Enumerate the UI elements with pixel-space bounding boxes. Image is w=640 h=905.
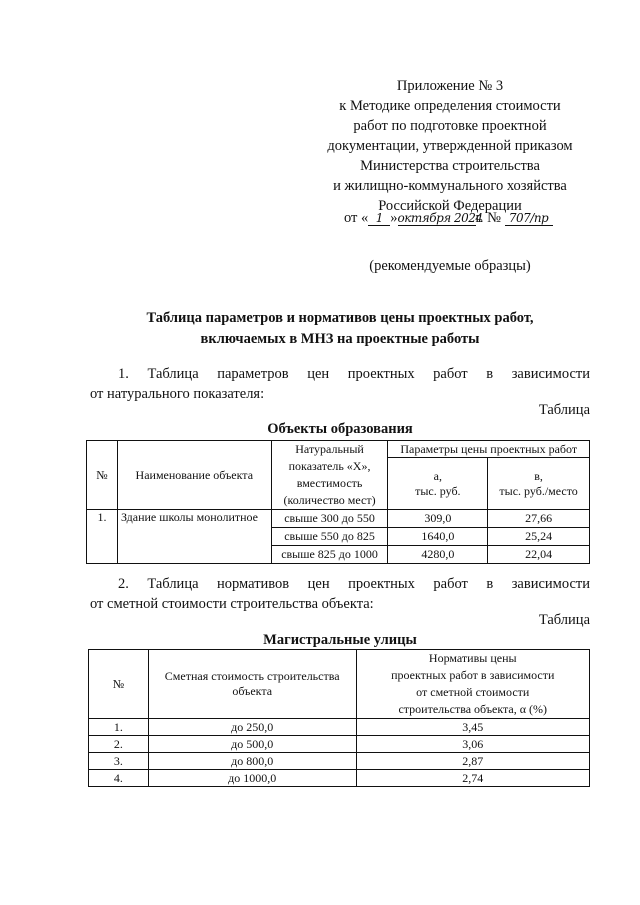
appendix-header bbox=[300, 76, 600, 216]
order-date-line bbox=[344, 210, 594, 227]
value-cell: 3,45 bbox=[356, 719, 590, 736]
a-cell: 1640,0 bbox=[388, 528, 488, 546]
order-number: 707/пр bbox=[505, 211, 553, 226]
section2-intro bbox=[90, 574, 590, 614]
title-line-2: включаемых в МНЗ на проектные работы bbox=[200, 331, 480, 347]
date-mid: » bbox=[390, 210, 398, 226]
date-month-year: октября 2024 bbox=[397, 211, 483, 225]
value-cell: 2,74 bbox=[356, 770, 590, 787]
section1-intro bbox=[90, 364, 590, 404]
recommended-samples: (рекомендуемые образцы) bbox=[369, 258, 531, 274]
section1-intro-line2: от натурального показателя: bbox=[90, 386, 265, 402]
education-table bbox=[86, 440, 590, 564]
header-num: № bbox=[87, 441, 118, 510]
title-line-1: Таблица параметров и нормативов цены проектных работ, bbox=[146, 310, 534, 326]
cost-cell: до 250,0 bbox=[148, 719, 356, 736]
header-b: в, тыс. руб./место bbox=[488, 458, 590, 510]
appendix-line: работ по подготовке проектной bbox=[353, 118, 547, 134]
row-num: 1. bbox=[87, 510, 118, 564]
range-cell: свыше 825 до 1000 bbox=[271, 546, 388, 564]
header-cost: Сметная стоимость строительства объекта bbox=[148, 650, 356, 719]
section2-intro-line1: 2. Таблица нормативов цен проектных работ в зависимости bbox=[118, 576, 590, 592]
header-indicator: Натуральный показатель «Х», вместимость (количество мест) bbox=[271, 441, 388, 510]
table-row bbox=[89, 736, 590, 753]
range-cell: свыше 550 до 825 bbox=[271, 528, 388, 546]
num-cell: 3. bbox=[89, 753, 149, 770]
appendix-line: Министерства строительства bbox=[360, 158, 540, 174]
range-cell: свыше 300 до 550 bbox=[271, 510, 388, 528]
b-cell: 25,24 bbox=[488, 528, 590, 546]
b-cell: 27,66 bbox=[488, 510, 590, 528]
page-title bbox=[60, 308, 620, 350]
table2-label: Таблица bbox=[538, 612, 590, 628]
header-params: Параметры цены проектных работ bbox=[388, 441, 590, 458]
appendix-line: Приложение № 3 bbox=[396, 78, 504, 94]
row-object-name: Здание школы монолитное bbox=[117, 510, 271, 564]
appendix-line: документации, утвержденной приказом bbox=[327, 138, 573, 154]
num-cell: 2. bbox=[89, 736, 149, 753]
num-cell: 4. bbox=[89, 770, 149, 787]
date-day: 1 bbox=[368, 211, 390, 226]
header-norm: Нормативы цены проектных работ в зависимости от сметной стоимости строительства объекта, α (%) bbox=[356, 650, 590, 719]
cost-cell: до 1000,0 bbox=[148, 770, 356, 787]
table-row bbox=[89, 770, 590, 787]
table-row bbox=[89, 719, 590, 736]
streets-table bbox=[88, 649, 590, 787]
table1-title: Объекты образования bbox=[267, 421, 413, 437]
value-cell: 3,06 bbox=[356, 736, 590, 753]
appendix-line: и жилищно-коммунального хозяйства bbox=[333, 178, 567, 194]
table-row bbox=[87, 510, 590, 528]
table-row bbox=[89, 753, 590, 770]
section2-intro-line2: от сметной стоимости строительства объекта: bbox=[90, 596, 374, 612]
value-cell: 2,87 bbox=[356, 753, 590, 770]
table2-title: Магистральные улицы bbox=[263, 632, 417, 648]
table1-label: Таблица bbox=[538, 402, 590, 418]
header-a: а, тыс. руб. bbox=[388, 458, 488, 510]
date-prefix: от « bbox=[344, 210, 369, 226]
header-num: № bbox=[89, 650, 149, 719]
a-cell: 309,0 bbox=[388, 510, 488, 528]
b-cell: 22,04 bbox=[488, 546, 590, 564]
appendix-line: Российской Федерации bbox=[378, 198, 522, 214]
date-suffix: г. № bbox=[475, 210, 501, 226]
cost-cell: до 800,0 bbox=[148, 753, 356, 770]
cost-cell: до 500,0 bbox=[148, 736, 356, 753]
a-cell: 4280,0 bbox=[388, 546, 488, 564]
num-cell: 1. bbox=[89, 719, 149, 736]
appendix-line: к Методике определения стоимости bbox=[339, 98, 561, 114]
header-name: Наименование объекта bbox=[117, 441, 271, 510]
section1-intro-line1: 1. Таблица параметров цен проектных работ в зависимости bbox=[118, 366, 590, 382]
